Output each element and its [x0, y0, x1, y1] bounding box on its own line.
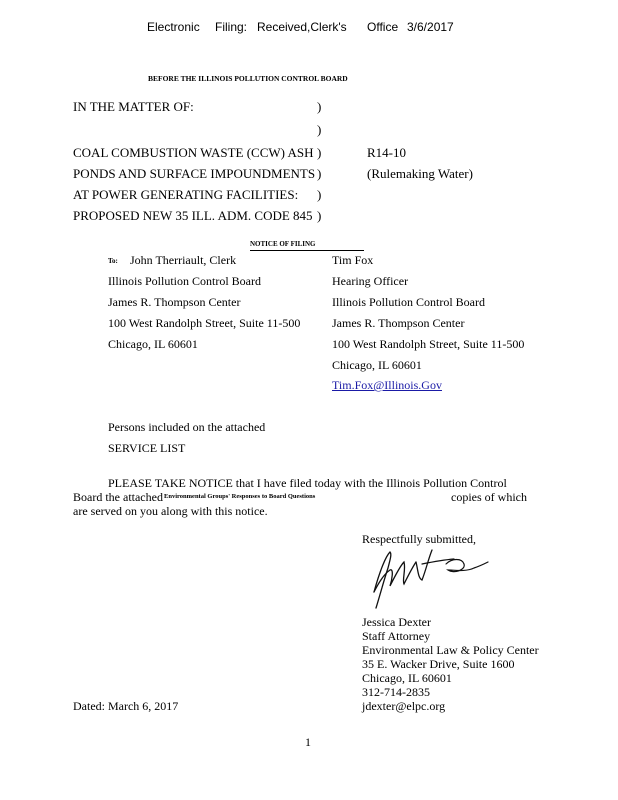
- notice-title: NOTICE OF FILING: [250, 240, 316, 248]
- body-line-3: are served on you along with this notice.: [73, 504, 268, 518]
- caption-line-5: AT POWER GENERATING FACILITIES:: [73, 187, 299, 202]
- recipient-left-line: Chicago, IL 60601: [108, 337, 198, 351]
- signer-line: Staff Attorney: [362, 629, 431, 643]
- board-heading: BEFORE THE ILLINOIS POLLUTION CONTROL BOARD: [148, 74, 348, 83]
- caption-paren-5: ): [317, 187, 322, 202]
- to-label: To:: [108, 257, 118, 265]
- caption-line-3: COAL COMBUSTION WASTE (CCW) ASH: [73, 145, 314, 160]
- caption-paren-2: ): [317, 122, 322, 137]
- header-word-electronic: Electronic: [147, 20, 200, 34]
- dated-line: Dated: March 6, 2017: [73, 699, 179, 713]
- page-number: 1: [305, 735, 311, 749]
- body-line-2-end: copies of which: [451, 490, 527, 504]
- recipient-left-line: Illinois Pollution Control Board: [108, 274, 262, 288]
- caption-paren-6: ): [317, 208, 322, 223]
- notice-title-underline: [250, 250, 364, 251]
- persons-line-1: Persons included on the attached: [108, 420, 266, 434]
- recipient-right-line: Illinois Pollution Control Board: [332, 295, 486, 309]
- caption-line-4: PONDS AND SURFACE IMPOUNDMENTS: [73, 166, 316, 181]
- hearing-officer-email-link[interactable]: Tim.Fox@Illinois.Gov: [332, 378, 442, 392]
- body-line-1: PLEASE TAKE NOTICE that I have filed today with the Illinois Pollution Control: [108, 476, 507, 490]
- signer-email: jdexter@elpc.org: [362, 699, 446, 713]
- recipient-left-line: 100 West Randolph Street, Suite 11-500: [108, 316, 301, 330]
- docket-number: R14-10: [367, 145, 406, 160]
- header-word-received: Received,Clerk's: [257, 20, 347, 34]
- signer-line: 312-714-2835: [362, 685, 430, 699]
- signer-line: Environmental Law & Policy Center: [362, 643, 539, 657]
- docket-type: (Rulemaking Water): [367, 166, 473, 181]
- recipient-right-line: Hearing Officer: [332, 274, 409, 288]
- signer-line: 35 E. Wacker Drive, Suite 1600: [362, 657, 515, 671]
- header-word-office: Office: [367, 20, 399, 34]
- caption-paren-4: ): [317, 166, 322, 181]
- closing-text: Respectfully submitted,: [362, 532, 476, 546]
- header-word-filing: Filing:: [215, 20, 248, 34]
- caption-line-6: PROPOSED NEW 35 ILL. ADM. CODE 845: [73, 208, 313, 223]
- handwritten-signature: [362, 540, 492, 615]
- caption-line-1: IN THE MATTER OF:: [73, 99, 194, 114]
- caption-paren-3: ): [317, 145, 322, 160]
- recipient-left-line: John Therriault, Clerk: [130, 253, 237, 267]
- recipient-right-line: Tim Fox: [332, 253, 374, 267]
- document-title-insert: Environmental Groups' Responses to Board Questions: [164, 493, 316, 500]
- signer-line: Jessica Dexter: [362, 615, 431, 629]
- recipient-left-line: James R. Thompson Center: [108, 295, 241, 309]
- recipient-right-line: Chicago, IL 60601: [332, 358, 422, 372]
- header-word-date: 3/6/2017: [407, 20, 454, 34]
- caption-paren-1: ): [317, 99, 322, 114]
- recipient-right-line: 100 West Randolph Street, Suite 11-500: [332, 337, 525, 351]
- body-line-2-start: Board the attached: [73, 490, 163, 504]
- recipient-right-line: James R. Thompson Center: [332, 316, 465, 330]
- persons-line-2: SERVICE LIST: [108, 441, 186, 455]
- signer-line: Chicago, IL 60601: [362, 671, 452, 685]
